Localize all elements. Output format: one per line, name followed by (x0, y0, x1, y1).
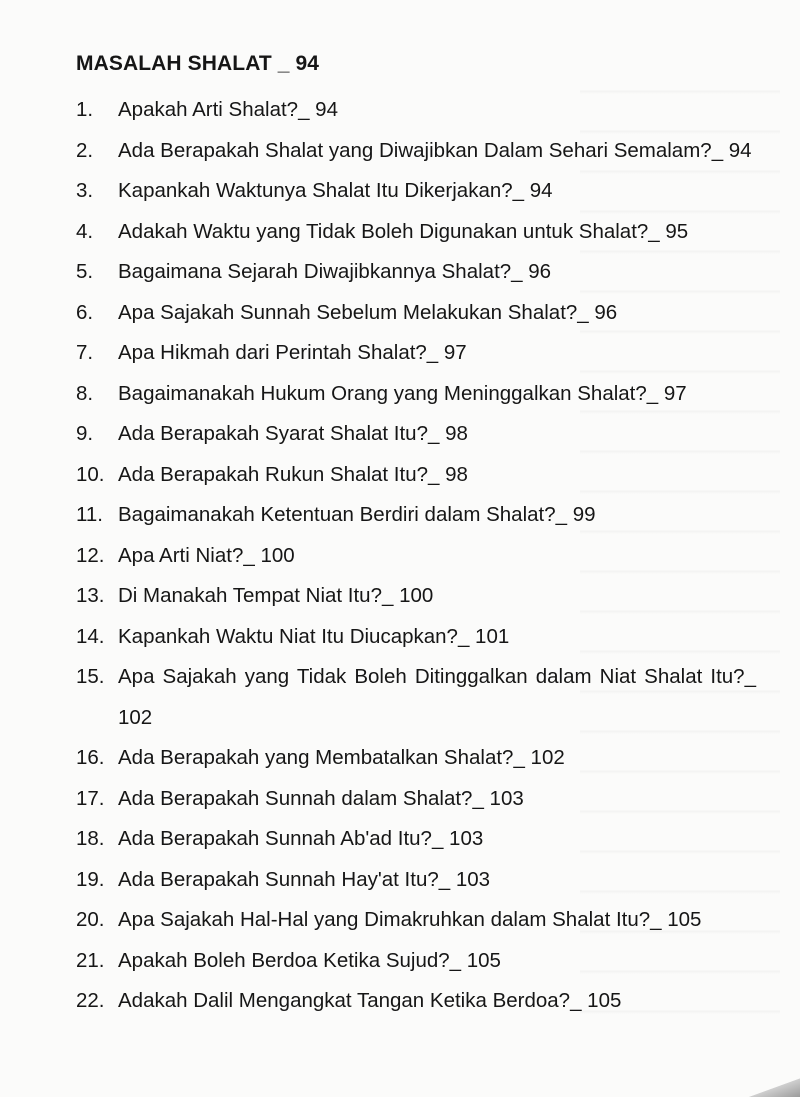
item-text: Ada Berapakah yang Membatalkan Shalat?_ 102 (118, 746, 565, 769)
item-number: 18. (76, 827, 105, 850)
toc-item (76, 90, 756, 131)
item-number: 19. (76, 867, 105, 891)
item-number: 15. (76, 665, 105, 688)
item-text: Kapankah Waktunya Shalat Itu Dikerjakan?_ 94 (118, 179, 553, 202)
toc-item (76, 900, 756, 941)
item-text: Di Manakah Tempat Niat Itu?_ 100 (118, 584, 434, 607)
item-number: 14. (76, 624, 105, 648)
item-number: 8. (76, 381, 94, 405)
item-text: Adakah Dalil Mengangkat Tangan Ketika Berdoa?_ 105 (118, 989, 622, 1012)
toc-item (76, 860, 756, 901)
item-text: Ada Berapakah Rukun Shalat Itu?_ 98 (118, 462, 468, 486)
item-number: 2. (76, 138, 94, 162)
toc-item (76, 414, 756, 455)
item-number: 20. (76, 908, 105, 931)
toc-item (76, 374, 756, 415)
toc-item (76, 981, 756, 1022)
item-text: Apa Sajakah Hal-Hal yang Dimakruhkan dalam Shalat Itu?_ 105 (118, 908, 702, 931)
toc-item (76, 779, 756, 820)
item-number: 9. (76, 422, 94, 445)
item-text: Apakah Boleh Berdoa Ketika Sujud?_ 105 (118, 948, 501, 972)
item-number: 16. (76, 746, 105, 769)
item-text: Bagaimanakah Ketentuan Berdiri dalam Shalat?_ 99 (118, 503, 596, 526)
item-number: 12. (76, 543, 105, 567)
toc-item (76, 171, 756, 212)
item-number: 11. (76, 503, 103, 526)
item-text: Ada Berapakah Sunnah Hay'at Itu?_ 103 (118, 867, 491, 891)
item-text: Adakah Waktu yang Tidak Boleh Digunakan untuk Shalat?_ 95 (118, 219, 689, 243)
item-number: 1. (76, 98, 94, 121)
item-number: 22. (76, 989, 105, 1012)
item-text: Ada Berapakah Syarat Shalat Itu?_ 98 (118, 422, 468, 445)
toc-item (76, 252, 756, 293)
item-text: Bagaimanakah Hukum Orang yang Meninggalkan Shalat?_ 97 (118, 381, 687, 405)
item-number: 5. (76, 260, 94, 283)
toc-item (76, 941, 756, 982)
page-corner-shadow (740, 1077, 800, 1097)
item-text: Bagaimana Sejarah Diwajibkannya Shalat?_ 96 (118, 260, 552, 283)
item-text: Apa Sajakah yang Tidak Boleh Ditinggalkan dalam Niat Shalat Itu?_ 102 (118, 665, 756, 729)
item-number: 7. (76, 341, 94, 364)
toc-item (76, 293, 756, 334)
item-number: 6. (76, 300, 94, 324)
section-heading: MASALAH SHALAT _ 94 (76, 52, 320, 75)
item-number: 10. (76, 462, 105, 486)
toc-item (76, 212, 756, 253)
item-text: Apakah Arti Shalat?_ 94 (118, 98, 338, 121)
toc-item (76, 617, 756, 658)
item-text: Ada Berapakah Shalat yang Diwajibkan Dalam Sehari Semalam?_ 94 (118, 138, 752, 162)
table-of-contents (76, 90, 756, 1022)
item-text: Apa Arti Niat?_ 100 (118, 543, 295, 567)
toc-item (76, 131, 756, 172)
toc-item (76, 819, 756, 860)
toc-item (76, 657, 756, 738)
item-text: Apa Hikmah dari Perintah Shalat?_ 97 (118, 341, 467, 364)
item-text: Ada Berapakah Sunnah Ab'ad Itu?_ 103 (118, 827, 484, 850)
toc-item (76, 333, 756, 374)
item-number: 21. (76, 948, 105, 972)
toc-item (76, 455, 756, 496)
item-number: 17. (76, 786, 105, 810)
item-number: 13. (76, 584, 105, 607)
item-text: Apa Sajakah Sunnah Sebelum Melakukan Shalat?_ 96 (118, 300, 618, 324)
toc-item (76, 576, 756, 617)
item-text: Ada Berapakah Sunnah dalam Shalat?_ 103 (118, 786, 524, 810)
toc-item (76, 738, 756, 779)
item-number: 4. (76, 219, 94, 243)
toc-item (76, 536, 756, 577)
item-text: Kapankah Waktu Niat Itu Diucapkan?_ 101 (118, 624, 510, 648)
item-number: 3. (76, 179, 94, 202)
toc-item (76, 495, 756, 536)
